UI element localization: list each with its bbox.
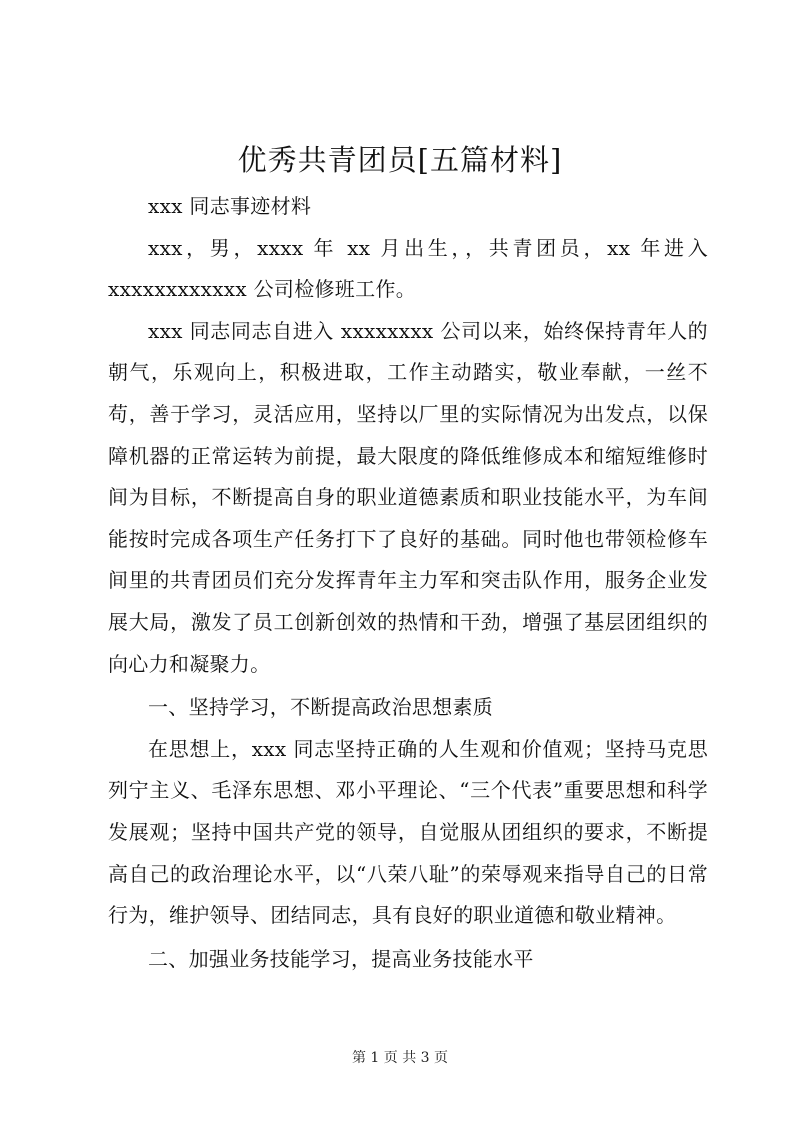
document-body xyxy=(108,186,708,980)
section-heading-1: 一、坚持学习，不断提高政治思想素质 xyxy=(148,695,494,720)
paragraph-overview: xxx 同志同志自进入 xxxxxxxx 公司以来，始终保持青年人的朝气，乐观向上，积极进取，工作主动踏实，敬业奉献，一丝不苟，善于学习，灵活应用，坚持以厂里的实际情况为出发点，以保障机器的正常运转为前提，最大限度的降低维修成本和缩短维修时间为目标，不断提高自身的职业道德素质和职业技能水平，为车间能按时完成各项生产任务打下了良好的基础。同时他也带领检修车间里的共青团员们充分发挥青年主力军和突击队作用，服务企业发展大局，激发了员工创新创效的热情和干劲，增强了基层团组织的向心力和凝聚力。 xyxy=(108,318,708,676)
document-title: 优秀共青团员[五篇材料] xyxy=(237,143,563,177)
page-footer: 第 1 页 共 3 页 xyxy=(351,1050,449,1066)
paragraph-intro: xxx，男，xxxx 年 xx 月出生，，共青团员，xx 年进入 xxxxxxxxxxxx 公司检修班工作。 xyxy=(108,235,708,302)
section-heading-2: 二、加强业务技能学习，提高业务技能水平 xyxy=(148,946,534,971)
paragraph-section-1: 在思想上，xxx 同志坚持正确的人生观和价值观；坚持马克思列宁主义、毛泽东思想、邓小平理论、“三个代表”重要思想和科学发展观；坚持中国共产党的领导，自觉服从团组织的要求，不断提高自己的政治理论水平，以“八荣八耻”的荣辱观来指导自己的日常行为，维护领导、团结同志，具有良好的职业道德和敬业精神。 xyxy=(108,736,708,928)
paragraph-subtitle: xxx 同志事迹材料 xyxy=(148,194,312,218)
